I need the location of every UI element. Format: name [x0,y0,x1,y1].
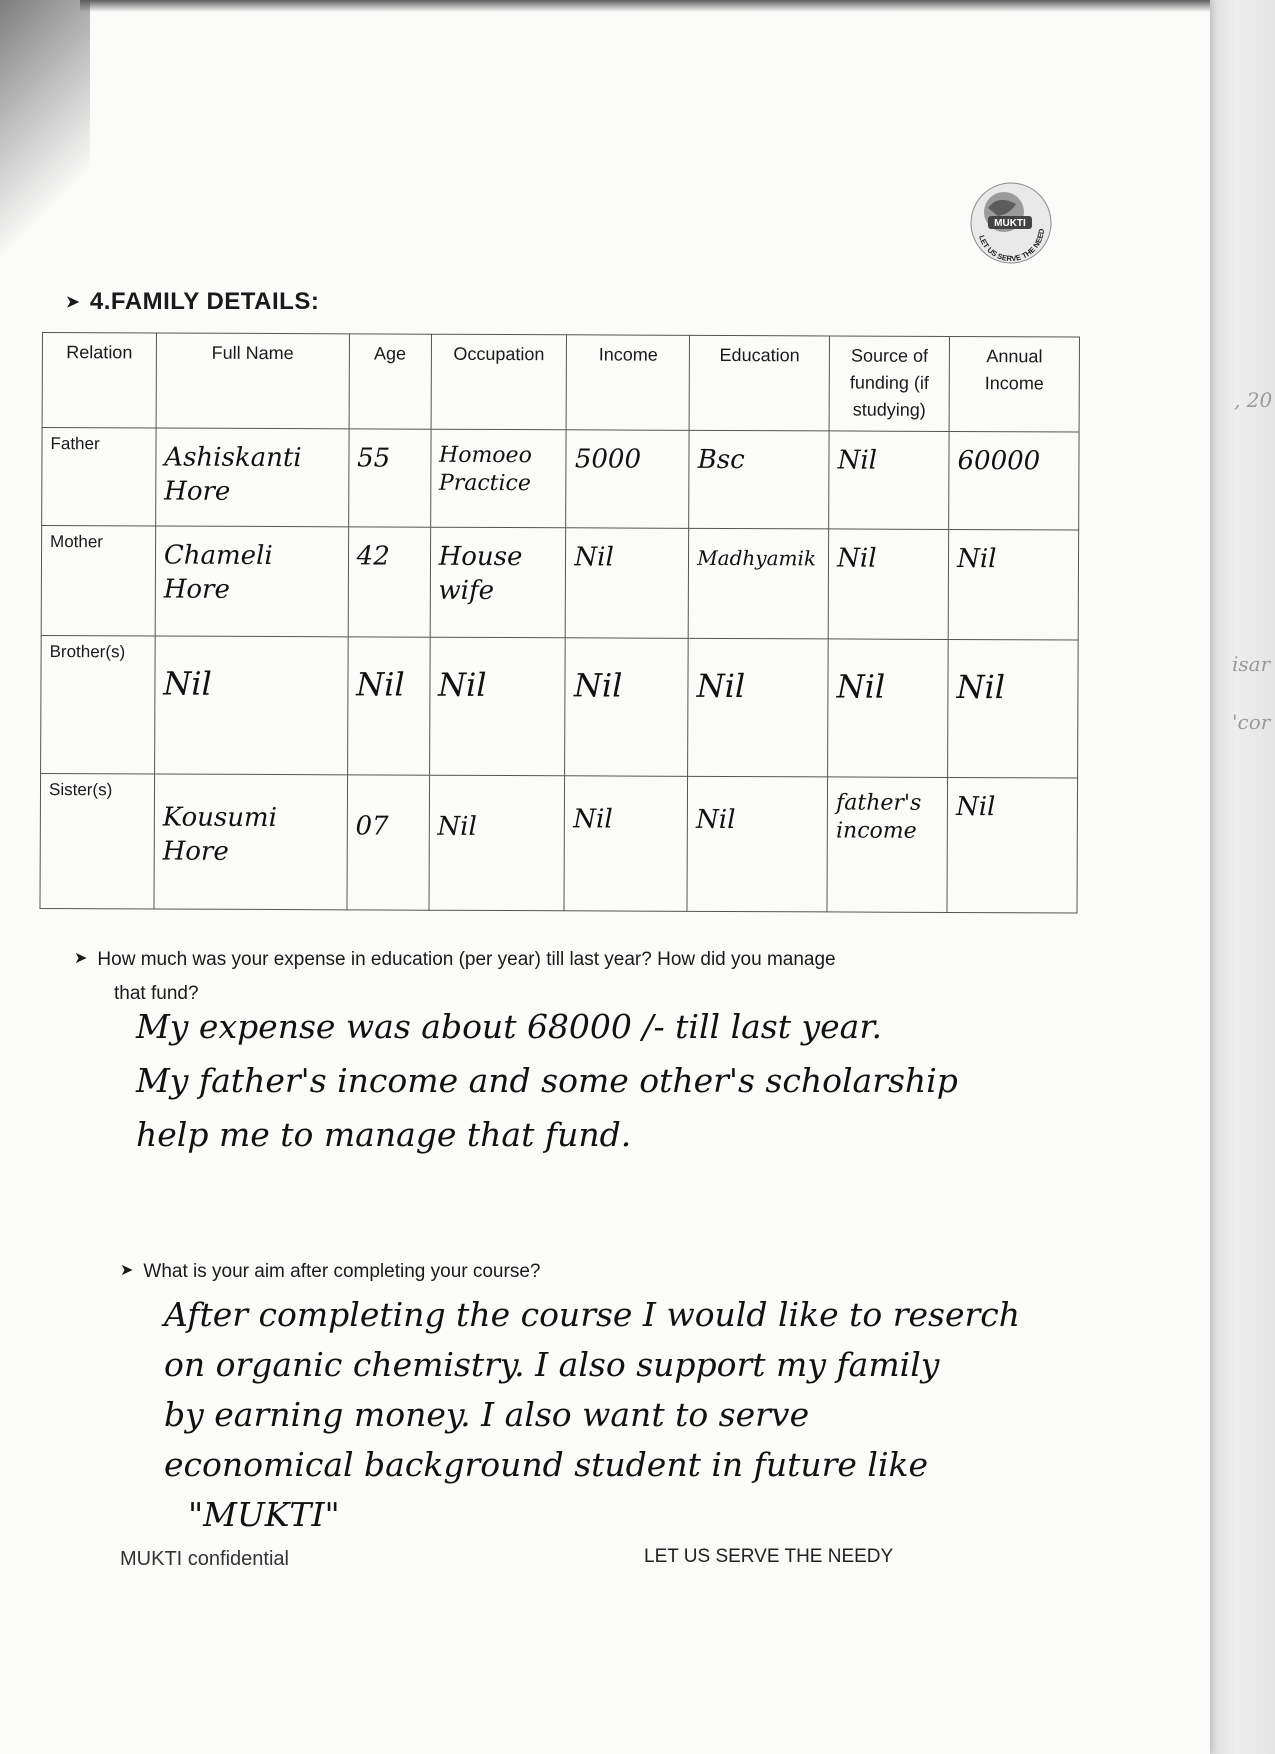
cell-occupation [429,775,565,911]
handwritten-value: 5000 [574,444,642,475]
logo-tagline: LET US SERVE THE NEED [977,228,1047,264]
handwritten-value: Chameli Hore [163,540,273,605]
table-row-brothers [41,635,1079,778]
cell-full-name [154,774,347,910]
cell-relation: Brother(s) [41,635,155,773]
handwritten-value: Nil [836,667,886,706]
handwritten-value: Kousumi Hore [162,802,278,867]
handwritten-value: Nil [696,804,736,836]
handwritten-value: Nil [837,445,878,476]
cell-education [689,430,829,529]
cell-education [688,638,829,777]
cell-education [688,528,828,639]
answer-line: by earning money. I also want to serve [164,1395,810,1434]
section-title-text: 4.FAMILY DETAILS: [89,288,320,315]
question-expense-line2: that fund? [114,983,199,1004]
answer-line: "MUKTI" [188,1495,340,1534]
handwritten-value: Nil [955,791,996,823]
handwritten-value: Madhyamik [697,545,817,571]
header-annual-income: Annual Income [949,336,1079,432]
answer-line: My father's income and some other's scholarship [136,1061,958,1100]
question-aim-text: What is your aim after completing your course? [143,1261,541,1282]
handwritten-value: Ashiskanti Hore [164,442,302,507]
handwritten-value: Nil [573,804,613,835]
cell-annual-income [948,529,1078,640]
handwritten-value: Nil [437,665,487,704]
handwritten-value: Nil [437,811,477,842]
cell-source-of-funding [827,777,947,913]
handwritten-value: Nil [837,543,877,574]
edge-text-year: , 20 [1234,388,1273,412]
answer-line: After completing the course I would like to reserch [164,1295,1021,1334]
header-age: Age [349,334,431,429]
cell-source-of-funding [829,431,949,530]
handwritten-value: 42 [356,541,390,572]
table-row-sisters [40,773,1078,913]
header-occupation: Occupation [431,334,567,430]
handwritten-value: Nil [956,667,1006,707]
footer-tagline: LET US SERVE THE NEEDY [644,1546,894,1567]
header-full-name: Full Name [156,333,349,429]
cell-full-name [154,636,347,775]
bullet-arrow-icon: ➤ [120,1262,134,1279]
question-expense-line1: How much was your expense in education (per year) till last year? How did you manage [97,949,836,970]
answer-expense [136,1000,958,1162]
edge-text-fragment-1: isar [1232,652,1271,676]
footer-confidential: MUKTI confidential [120,1548,289,1570]
handwritten-value: House wife [438,541,523,606]
handwritten-value: Nil [573,666,623,705]
cell-relation: Sister(s) [40,773,154,908]
cell-annual-income [948,639,1079,778]
handwritten-value: 60000 [957,445,1041,477]
header-relation: Relation [42,333,156,428]
table-header-row [42,333,1079,433]
cell-source-of-funding [828,639,949,778]
scan-top-edge [80,0,1210,12]
cell-income [564,776,687,912]
handwritten-value: 55 [357,443,391,474]
handwritten-value: father's income [835,790,922,844]
cell-annual-income [949,431,1079,530]
cell-source-of-funding [828,529,948,640]
scan-corner-shadow [0,0,90,260]
handwritten-value: Nil [957,543,997,575]
cell-relation: Mother [41,526,155,636]
handwritten-value: Bsc [697,444,745,476]
handwritten-value: Nil [696,666,746,706]
logo-wordmark: MUKTI [994,218,1026,229]
bullet-arrow-icon: ➤ [66,294,80,311]
header-source-of-funding: Source of funding (if studying) [829,336,949,432]
cell-full-name [156,428,349,527]
answer-aim [164,1290,1020,1540]
handwritten-value: 07 [355,811,389,842]
table-row-father [42,428,1079,531]
cell-age [348,429,430,527]
answer-line: My expense was about 68000 /- till last year. [136,1007,882,1046]
cell-education [687,776,828,912]
cell-income [566,430,689,529]
bullet-arrow-icon: ➤ [74,950,88,967]
mukti-logo [966,178,1056,268]
question-aim [120,1254,540,1289]
cell-age [347,775,429,910]
cell-income [566,528,689,639]
cell-occupation [430,429,566,528]
cell-age [348,527,430,637]
handwritten-value: Nil [356,665,405,704]
table-row-mother [41,526,1078,641]
cell-income [565,638,688,777]
cell-occupation [430,527,566,638]
cell-occupation [429,637,565,776]
underlying-page-edge [1210,0,1275,1754]
answer-line: economical background student in future like [164,1445,929,1484]
handwritten-value: Nil [163,664,212,703]
cell-relation: Father [42,428,156,526]
header-income: Income [567,335,690,431]
handwritten-value: Homoeo Practice [438,442,532,497]
answer-line: on organic chemistry. I also support my family [164,1345,940,1384]
section-title [66,288,319,316]
cell-annual-income [947,777,1077,913]
header-education: Education [689,335,829,431]
answer-line: help me to manage that fund. [136,1115,632,1154]
handwritten-value: Nil [574,542,614,573]
cell-full-name [155,526,348,637]
family-details-table [39,332,1080,914]
cell-age [347,637,430,775]
edge-text-fragment-2: 'cor [1232,710,1271,734]
